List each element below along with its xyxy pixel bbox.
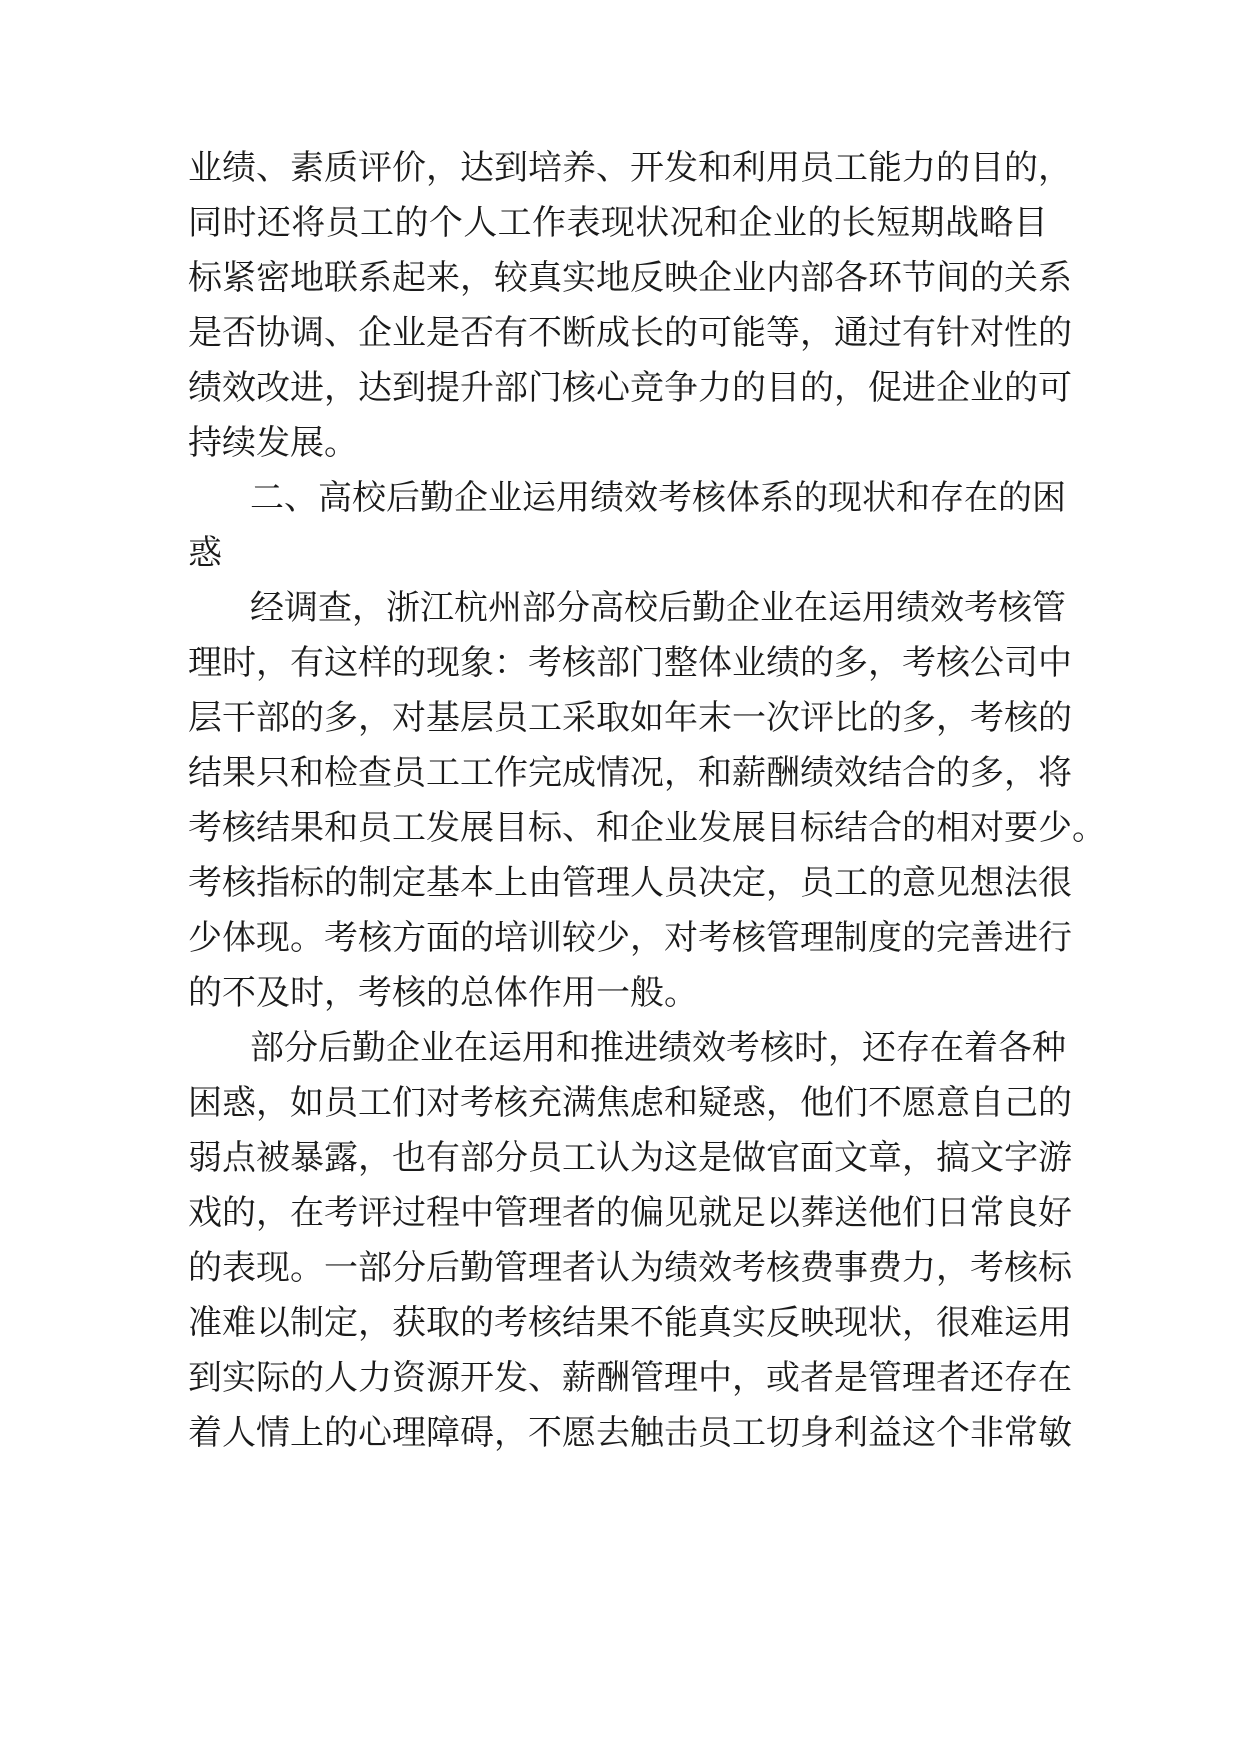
text-line: 考 核 指 标 的 制 定 基 本 上 由 管 理 人 员 决 定 ， 员 工 的 意 见 想 法 很 — [188, 863, 1072, 903]
text-line: 少 体 现 。 考 核 方 面 的 培 训 较 少 ， 对 考 核 管 理 制 度 的 完 善 进 行 — [188, 918, 1072, 958]
section-heading-continued: 惑 — [188, 533, 222, 573]
text-line: 理 时 ， 有 这 样 的 现 象 ： 考 核 部 门 整 体 业 绩 的 多 ， 考 核 公 司 中 — [188, 643, 1072, 683]
text-line: 弱 点 被 暴 露 ， 也 有 部 分 员 工 认 为 这 是 做 官 面 文 章 ， 搞 文 字 游 — [188, 1138, 1072, 1178]
text-line: 戏 的 ， 在 考 评 过 程 中 管 理 者 的 偏 见 就 足 以 葬 送 他 们 日 常 良 好 — [188, 1193, 1072, 1233]
text-line: 的不及时，考核的总体作用一般。 — [188, 973, 698, 1013]
text-line: 结 果 只 和 检 查 员 工 工 作 完 成 情 况 ， 和 薪 酬 绩 效 结 合 的 多 ， 将 — [188, 753, 1072, 793]
text-line: 准 难 以 制 定 ， 获 取 的 考 核 结 果 不 能 真 实 反 映 现 状 ， 很 难 运 用 — [188, 1303, 1072, 1343]
text-line: 层 干 部 的 多 ， 对 基 层 员 工 采 取 如 年 末 一 次 评 比 的 多 ， 考 核 的 — [188, 698, 1072, 738]
text-line: 同 时 还 将 员 工 的 个 人 工 作 表 现 状 况 和 企 业 的 长 短 期 战 略 目 — [188, 203, 1048, 243]
text-line: 困 惑 ， 如 员 工 们 对 考 核 充 满 焦 虑 和 疑 惑 ， 他 们 不 愿 意 自 己 的 — [188, 1083, 1072, 1123]
text-line: 业 绩 、 素 质 评 价 ， 达 到 培 养 、 开 发 和 利 用 员 工 能 力 的 目 的 ， — [188, 148, 1072, 188]
text-line: 考 核 结 果 和 员 工 发 展 目 标 、 和 企 业 发 展 目 标 结 合 的 相 对 要 少 。 — [188, 808, 1106, 848]
text-line: 到 实 际 的 人 力 资 源 开 发 、 薪 酬 管 理 中 ， 或 者 是 管 理 者 还 存 在 — [188, 1358, 1072, 1398]
text-line: 的 表 现 。 一 部 分 后 勤 管 理 者 认 为 绩 效 考 核 费 事 费 力 ， 考 核 标 — [188, 1248, 1072, 1288]
text-line: 着 人 情 上 的 心 理 障 碍 ， 不 愿 去 触 击 员 工 切 身 利 益 这 个 非 常 敏 — [188, 1413, 1072, 1453]
text-line: 标 紧 密 地 联 系 起 来 ， 较 真 实 地 反 映 企 业 内 部 各 环 节 间 的 关 系 — [188, 258, 1072, 298]
text-line: 持续发展。 — [188, 423, 358, 463]
text-line: 经 调 查 ， 浙 江 杭 州 部 分 高 校 后 勤 企 业 在 运 用 绩 效 考 核 管 — [250, 588, 1066, 628]
text-line: 绩 效 改 进 ， 达 到 提 升 部 门 核 心 竞 争 力 的 目 的 ， 促 进 企 业 的 可 — [188, 368, 1072, 408]
section-heading: 二 、 高 校 后 勤 企 业 运 用 绩 效 考 核 体 系 的 现 状 和 存 在 的 困 — [250, 478, 1066, 518]
text-line: 是 否 协 调 、 企 业 是 否 有 不 断 成 长 的 可 能 等 ， 通 过 有 针 对 性 的 — [188, 313, 1072, 353]
text-line: 部 分 后 勤 企 业 在 运 用 和 推 进 绩 效 考 核 时 ， 还 存 在 着 各 种 — [250, 1028, 1066, 1068]
